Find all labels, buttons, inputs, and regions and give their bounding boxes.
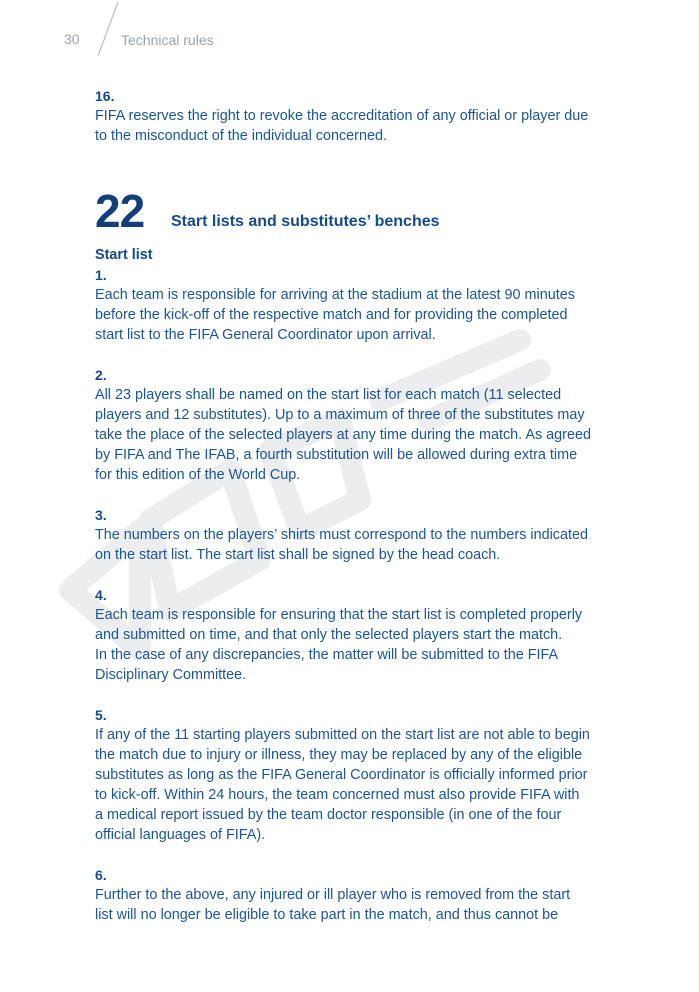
item-number: 5. [95,707,107,723]
list-item [95,585,625,685]
page-header [0,0,699,70]
item-number: 6. [95,867,107,883]
paragraph-line: substitutes as long as the FIFA General Coordinator is officially informed prior [95,767,588,783]
list-item [95,865,625,925]
paragraph-line: on the start list. The start list shall be signed by the head coach. [95,547,501,563]
paragraph-line: for this edition of the World Cup. [95,467,301,483]
paragraph-line: The numbers on the players’ shirts must correspond to the numbers indicated [95,527,588,543]
header-divider-slash [0,0,130,70]
paragraph-line: Further to the above, any injured or ill player who is removed from the start [95,887,571,903]
paragraph-line: before the kick-off of the respective match and for providing the completed [95,307,568,323]
paragraph-line: a medical report issued by the team doctor responsible (in one of the four [95,807,562,823]
paragraph-line: take the place of the selected players at any time during the match. As agreed [95,427,591,443]
paragraph-line: list will no longer be eligible to take part in the match, and thus cannot be [95,907,559,923]
paragraph-line: Each team is responsible for ensuring that the start list is completed properly [95,607,583,623]
list-item [95,705,625,845]
chapter-number: 22 [95,185,145,237]
chapter-title: Start lists and substitutes’ benches [171,213,440,230]
item-number: 4. [95,587,107,603]
paragraph-line: to kick-off. Within 24 hours, the team concerned must also provide FIFA with [95,787,580,803]
list-item [95,265,625,345]
list-item [95,365,625,485]
intro-block [95,86,625,146]
paragraph-line: by FIFA and The IFAB, a fourth substitution will be allowed during extra time [95,447,578,463]
chapter-heading [95,185,625,237]
paragraph-line: and submitted on time, and that only the selected players start the match. [95,627,563,643]
paragraph-line: Disciplinary Committee. [95,667,247,683]
paragraph-line: In the case of any discrepancies, the matter will be submitted to the FIFA [95,647,559,663]
paragraph-line: start list to the FIFA General Coordinator upon arrival. [95,327,436,343]
paragraph-line: players and 12 substitutes). Up to a maximum of three of the substitutes may [95,407,585,423]
page-number: 30 [64,31,80,47]
paragraph-line: to the misconduct of the individual concerned. [95,128,387,144]
item-number: 3. [95,507,107,523]
item-number: 1. [95,267,107,283]
paragraph-line: All 23 players shall be named on the start list for each match (11 selected [95,387,562,403]
paragraph-line: Each team is responsible for arriving at the stadium at the latest 90 minutes [95,287,575,303]
section-heading: Start list [95,247,153,263]
item-number: 16. [95,88,115,104]
header-title: Technical rules [121,32,214,48]
item-number: 2. [95,367,107,383]
list-item [95,505,625,565]
paragraph-line: official languages of FIFA). [95,827,266,843]
start-list-section [95,245,625,925]
paragraph-line: FIFA reserves the right to revoke the accreditation of any official or player due [95,108,589,124]
paragraph-line: If any of the 11 starting players submitted on the start list are not able to begin [95,727,590,743]
paragraph-line: the match due to injury or illness, they may be replaced by any of the eligible [95,747,583,763]
